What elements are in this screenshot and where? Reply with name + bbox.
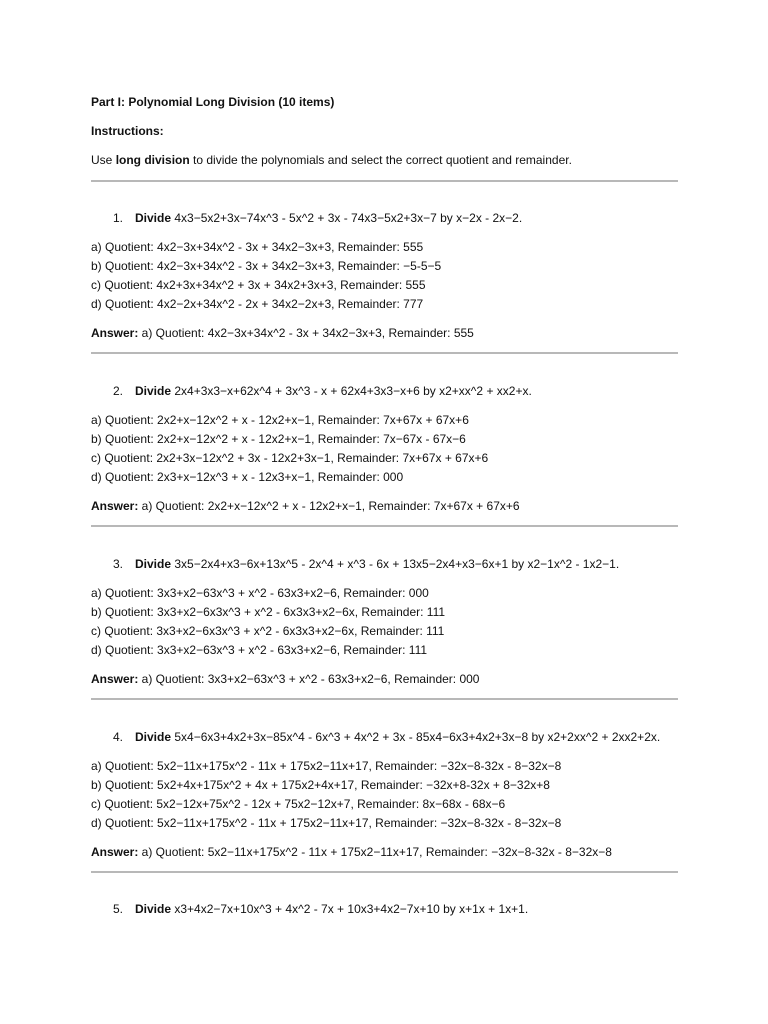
question-prompt: [91, 555, 691, 573]
question-number: 4.: [113, 730, 124, 744]
option-c: c) Quotient: 4x2+3x+34x^2 + 3x + 34x2+3x+3, Remainder: 555: [91, 278, 426, 292]
question-number: 2.: [113, 384, 124, 398]
question-prompt: [91, 728, 691, 746]
answer-text: a) Quotient: 4x2−3x+34x^2 - 3x + 34x2−3x+3, Remainder: 555: [138, 326, 474, 340]
options-list: [91, 584, 691, 660]
divider: [91, 525, 678, 527]
question-2: [91, 382, 691, 516]
question-verb: Divide: [135, 902, 172, 916]
question-expression: 3x5−2x4+x3−6x+13x^5 - 2x^4 + x^3 - 6x + 13x5−2x4+x3−6x+1 by x2−1x^2 - 1x2−1.: [171, 557, 620, 571]
question-text: [135, 209, 522, 227]
answer-text: a) Quotient: 2x2+x−12x^2 + x - 12x2+x−1, Remainder: 7x+67x + 67x+6: [138, 499, 520, 513]
divider: [91, 871, 678, 873]
option-b: b) Quotient: 5x2+4x+175x^2 + 4x + 175x2+4x+17, Remainder: −32x+8-32x + 8−32x+8: [91, 778, 550, 792]
divider: [91, 180, 678, 182]
divider: [91, 352, 678, 354]
question-verb: Divide: [135, 211, 172, 225]
options-list: [91, 757, 691, 833]
answer-label: Answer:: [91, 499, 139, 513]
answer-label: Answer:: [91, 672, 139, 686]
question-3: [91, 555, 691, 689]
question-prompt: [91, 900, 691, 918]
answer-line: [91, 670, 691, 689]
answer-label: Answer:: [91, 326, 139, 340]
option-b: b) Quotient: 3x3+x2−6x3x^3 + x^2 - 6x3x3+x2−6x, Remainder: 111: [91, 605, 446, 619]
question-text: [135, 382, 532, 400]
question-verb: Divide: [135, 557, 172, 571]
option-a: a) Quotient: 4x2−3x+34x^2 - 3x + 34x2−3x+3, Remainder: 555: [91, 240, 424, 254]
question-1: [91, 209, 691, 343]
instructions-suffix: to divide the polynomials and select the correct quotient and remainder.: [189, 153, 572, 167]
answer-line: [91, 324, 691, 343]
part-title: Part I: Polynomial Long Division (10 items): [91, 95, 335, 109]
option-b: b) Quotient: 4x2−3x+34x^2 - 3x + 34x2−3x+3, Remainder: −5-5−5: [91, 259, 442, 273]
question-number: 1.: [113, 211, 124, 225]
option-c: c) Quotient: 3x3+x2−6x3x^3 + x^2 - 6x3x3+x2−6x, Remainder: 111: [91, 624, 445, 638]
question-number: 5.: [113, 902, 124, 916]
instructions-heading: Instructions:: [91, 124, 164, 138]
option-d: d) Quotient: 4x2−2x+34x^2 - 2x + 34x2−2x+3, Remainder: 777: [91, 297, 424, 311]
question-expression: 2x4+3x3−x+62x^4 + 3x^3 - x + 62x4+3x3−x+6 by x2+xx^2 + xx2+x.: [171, 384, 532, 398]
option-b: b) Quotient: 2x2+x−12x^2 + x - 12x2+x−1, Remainder: 7x−67x - 67x−6: [91, 432, 466, 446]
options-list: [91, 238, 691, 314]
option-d: d) Quotient: 3x3+x2−63x^3 + x^2 - 63x3+x2−6, Remainder: 111: [91, 643, 428, 657]
option-d: d) Quotient: 2x3+x−12x^3 + x - 12x3+x−1, Remainder: 000: [91, 470, 404, 484]
question-prompt: [91, 209, 691, 227]
question-text: [135, 900, 528, 918]
question-expression: x3+4x2−7x+10x^3 + 4x^2 - 7x + 10x3+4x2−7x+10 by x+1x + 1x+1.: [171, 902, 529, 916]
question-verb: Divide: [135, 730, 172, 744]
option-a: a) Quotient: 2x2+x−12x^2 + x - 12x2+x−1, Remainder: 7x+67x + 67x+6: [91, 413, 469, 427]
question-expression: 4x3−5x2+3x−74x^3 - 5x^2 + 3x - 74x3−5x2+3x−7 by x−2x - 2x−2.: [171, 211, 523, 225]
question-text: [135, 555, 619, 573]
question-number: 3.: [113, 557, 124, 571]
question-expression: 5x4−6x3+4x2+3x−85x^4 - 6x^3 + 4x^2 + 3x - 85x4−6x3+4x2+3x−8 by x2+2xx^2 + 2xx2+2x.: [171, 730, 661, 744]
answer-text: a) Quotient: 3x3+x2−63x^3 + x^2 - 63x3+x2−6, Remainder: 000: [138, 672, 480, 686]
instructions-text: [91, 153, 572, 167]
question-4: [91, 728, 691, 862]
option-d: d) Quotient: 5x2−11x+175x^2 - 11x + 175x2−11x+17, Remainder: −32x−8-32x - 8−32x−8: [91, 816, 562, 830]
option-a: a) Quotient: 3x3+x2−63x^3 + x^2 - 63x3+x2−6, Remainder: 000: [91, 586, 429, 600]
question-5: [91, 900, 691, 918]
option-a: a) Quotient: 5x2−11x+175x^2 - 11x + 175x2−11x+17, Remainder: −32x−8-32x - 8−32x−8: [91, 759, 562, 773]
question-text: [135, 728, 660, 746]
options-list: [91, 411, 691, 487]
answer-line: [91, 843, 691, 862]
answer-line: [91, 497, 691, 516]
option-c: c) Quotient: 5x2−12x+75x^2 - 12x + 75x2−12x+7, Remainder: 8x−68x - 68x−6: [91, 797, 506, 811]
answer-label: Answer:: [91, 845, 139, 859]
divider: [91, 698, 678, 700]
answer-text: a) Quotient: 5x2−11x+175x^2 - 11x + 175x2−11x+17, Remainder: −32x−8-32x - 8−32x−8: [138, 845, 612, 859]
instructions-prefix: Use: [91, 153, 116, 167]
question-prompt: [91, 382, 691, 400]
instructions-bold: long division: [115, 153, 190, 167]
question-verb: Divide: [135, 384, 172, 398]
option-c: c) Quotient: 2x2+3x−12x^2 + 3x - 12x2+3x−1, Remainder: 7x+67x + 67x+6: [91, 451, 489, 465]
